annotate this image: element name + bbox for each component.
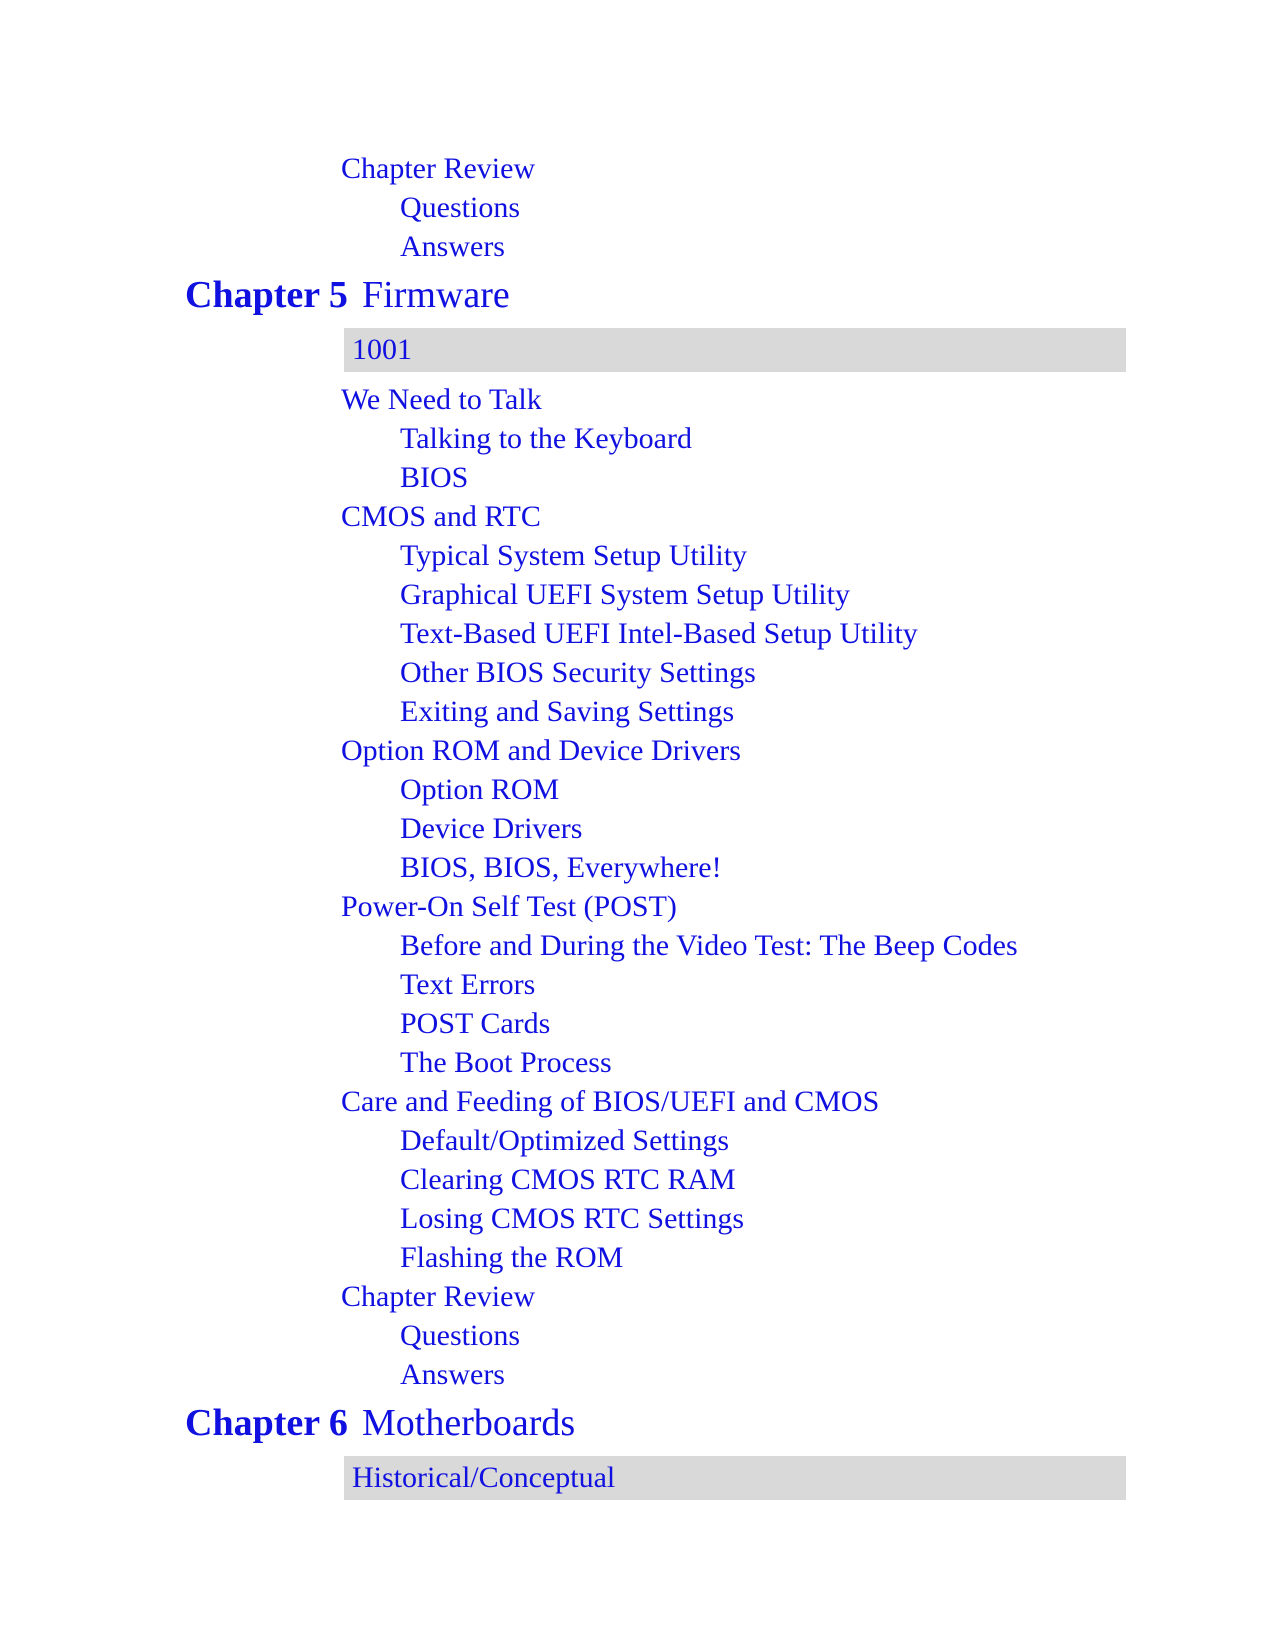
chapter-6-title: Motherboards xyxy=(362,1402,576,1444)
toc-link-power-on-self-test[interactable]: Power-On Self Test (POST) xyxy=(341,890,677,923)
toc-link-cmos-and-rtc[interactable]: CMOS and RTC xyxy=(341,500,541,533)
toc-link-option-rom-and-device-drivers[interactable]: Option ROM and Device Drivers xyxy=(341,734,741,767)
toc-link-flashing-the-rom[interactable]: Flashing the ROM xyxy=(400,1241,624,1274)
toc-link-post-cards[interactable]: POST Cards xyxy=(400,1007,551,1040)
toc-link-care-and-feeding-of-bios-uefi-and-cmos[interactable]: Care and Feeding of BIOS/UEFI and CMOS xyxy=(341,1085,880,1118)
toc-link-chapter-review-2[interactable]: Chapter Review xyxy=(341,1280,536,1313)
toc-chapter-5-heading[interactable] xyxy=(185,271,1275,319)
toc-section-bar-historical-conceptual[interactable]: Historical/Conceptual xyxy=(344,1456,1126,1500)
toc-link-option-rom[interactable]: Option ROM xyxy=(400,773,560,806)
toc-section-bar-1001[interactable]: 1001 xyxy=(344,328,1126,372)
toc-link-questions[interactable]: Questions xyxy=(400,191,520,224)
toc-link-losing-cmos-rtc-settings[interactable]: Losing CMOS RTC Settings xyxy=(400,1202,745,1235)
chapter-5-label: Chapter 5 xyxy=(185,274,348,316)
toc-link-device-drivers[interactable]: Device Drivers xyxy=(400,812,583,845)
toc-link-we-need-to-talk[interactable]: We Need to Talk xyxy=(341,383,542,416)
toc-link-before-and-during-the-video-test[interactable]: Before and During the Video Test: The Beep Codes xyxy=(400,929,1018,962)
toc-link-clearing-cmos-rtc-ram[interactable]: Clearing CMOS RTC RAM xyxy=(400,1163,736,1196)
toc-link-graphical-uefi-system-setup-utility[interactable]: Graphical UEFI System Setup Utility xyxy=(400,578,850,611)
toc-link-answers-2[interactable]: Answers xyxy=(400,1358,505,1391)
toc-link-text-errors[interactable]: Text Errors xyxy=(400,968,536,1001)
toc-link-other-bios-security-settings[interactable]: Other BIOS Security Settings xyxy=(400,656,756,689)
toc-link-default-optimized-settings[interactable]: Default/Optimized Settings xyxy=(400,1124,730,1157)
toc-link-questions-2[interactable]: Questions xyxy=(400,1319,520,1352)
toc-chapter-6-heading[interactable] xyxy=(185,1399,1275,1447)
toc-link-answers[interactable]: Answers xyxy=(400,230,505,263)
toc-link-chapter-review[interactable]: Chapter Review xyxy=(341,152,536,185)
toc-link-bios[interactable]: BIOS xyxy=(400,461,469,494)
toc-link-exiting-and-saving-settings[interactable]: Exiting and Saving Settings xyxy=(400,695,735,728)
toc-link-the-boot-process[interactable]: The Boot Process xyxy=(400,1046,612,1079)
chapter-5-title: Firmware xyxy=(362,274,510,316)
chapter-6-label: Chapter 6 xyxy=(185,1402,348,1444)
toc-link-talking-to-the-keyboard[interactable]: Talking to the Keyboard xyxy=(400,422,692,455)
toc-link-text-based-uefi-intel-based-setup-utility[interactable]: Text-Based UEFI Intel-Based Setup Utility xyxy=(400,617,918,650)
toc-link-typical-system-setup-utility[interactable]: Typical System Setup Utility xyxy=(400,539,748,572)
toc-link-bios-bios-everywhere[interactable]: BIOS, BIOS, Everywhere! xyxy=(400,851,722,884)
